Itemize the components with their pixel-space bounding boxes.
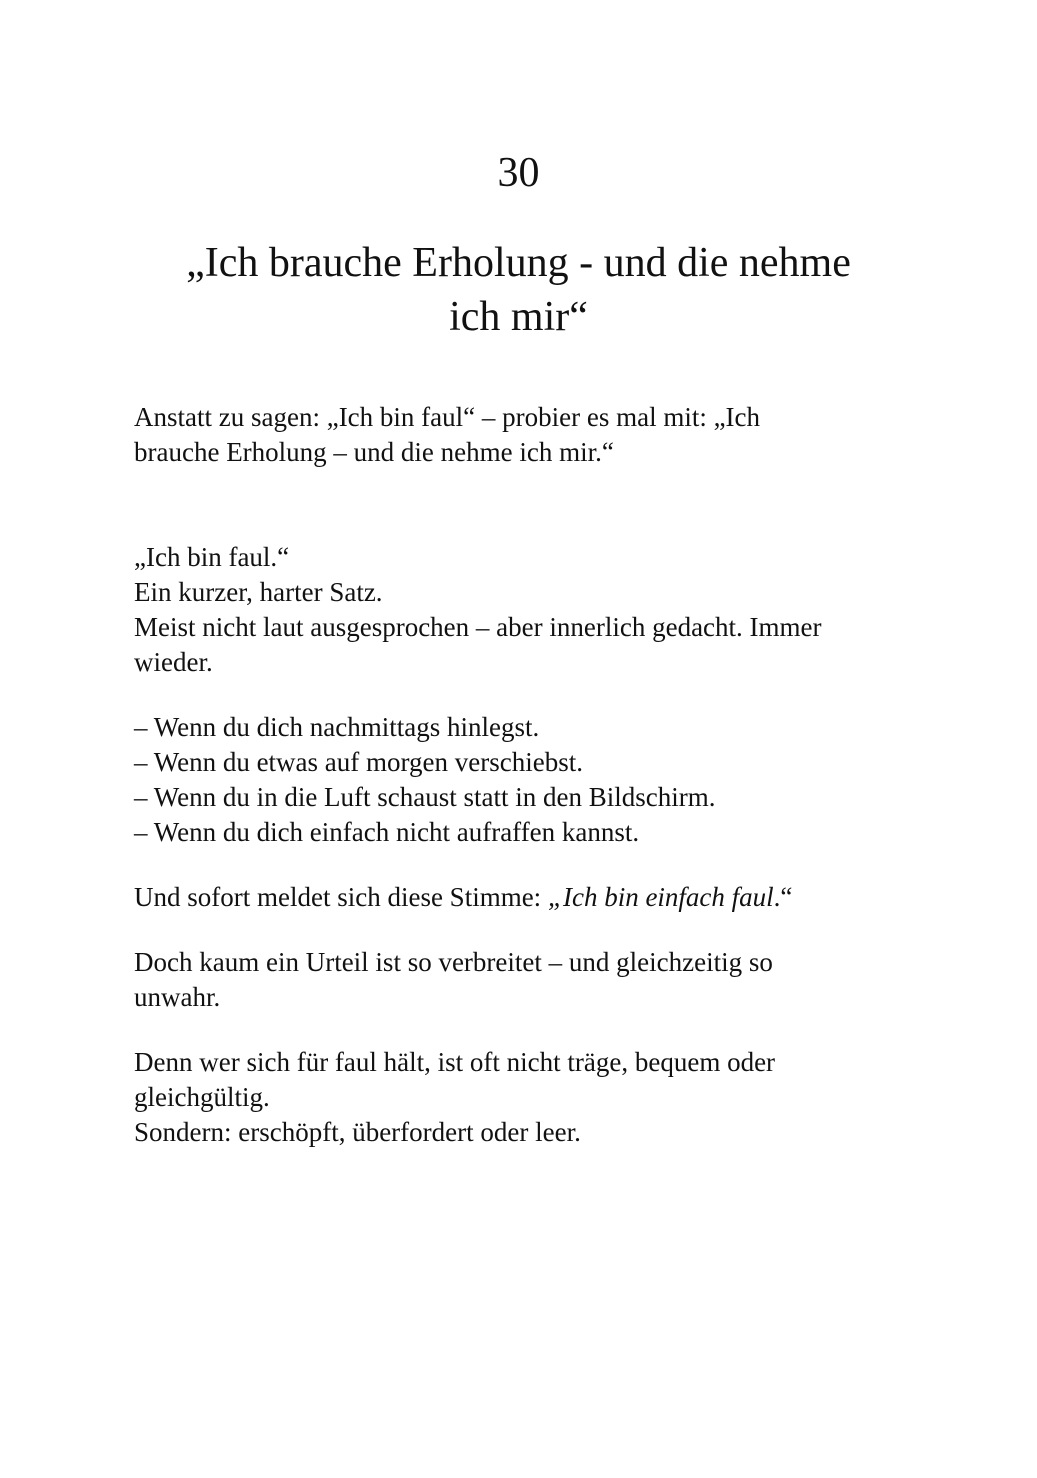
text-line [134, 880, 914, 915]
text-line: wieder. [134, 647, 213, 677]
text-line: Denn wer sich für faul hält, ist oft nicht träge, bequem oder [134, 1047, 776, 1077]
voice-prefix: Und sofort meldet sich diese Stimme: [134, 882, 548, 912]
dash-list [134, 710, 914, 850]
inner-voice-paragraph [134, 880, 914, 915]
text-line: Anstatt zu sagen: „Ich bin faul“ – probier es mal mit: „Ich [134, 402, 761, 432]
text-line: Ein kurzer, harter Satz. [134, 577, 383, 607]
list-item: – Wenn du dich einfach nicht aufraffen kannst. [134, 817, 640, 847]
paragraph [134, 945, 914, 1015]
chapter-title-line-2: ich mir“ [449, 294, 588, 340]
text-line: gleichgültig. [134, 1082, 270, 1112]
text-line: Sondern: erschöpft, überfordert oder leer. [134, 1117, 581, 1147]
chapter-title-line-1: „Ich brauche Erholung - und die nehme [186, 240, 851, 286]
chapter-title [120, 236, 917, 344]
intro-paragraph [134, 400, 914, 470]
list-item: – Wenn du in die Luft schaust statt in den Bildschirm. [134, 782, 716, 812]
text-line: Meist nicht laut ausgesprochen – aber innerlich gedacht. Immer [134, 612, 822, 642]
text-line: unwahr. [134, 982, 221, 1012]
text-line: Doch kaum ein Urteil ist so verbreitet – und gleichzeitig so [134, 947, 773, 977]
voice-quote: „Ich bin einfach faul [547, 882, 774, 912]
text-line: „Ich bin faul.“ [134, 542, 290, 572]
paragraph [134, 1045, 914, 1150]
text-line: brauche Erholung – und die nehme ich mir.“ [134, 437, 614, 467]
paragraph [134, 540, 914, 680]
chapter-body [134, 400, 914, 1150]
chapter-number: 30 [497, 150, 540, 196]
voice-suffix: .“ [773, 882, 793, 912]
list-item: – Wenn du dich nachmittags hinlegst. [134, 712, 540, 742]
list-item: – Wenn du etwas auf morgen verschiebst. [134, 747, 583, 777]
